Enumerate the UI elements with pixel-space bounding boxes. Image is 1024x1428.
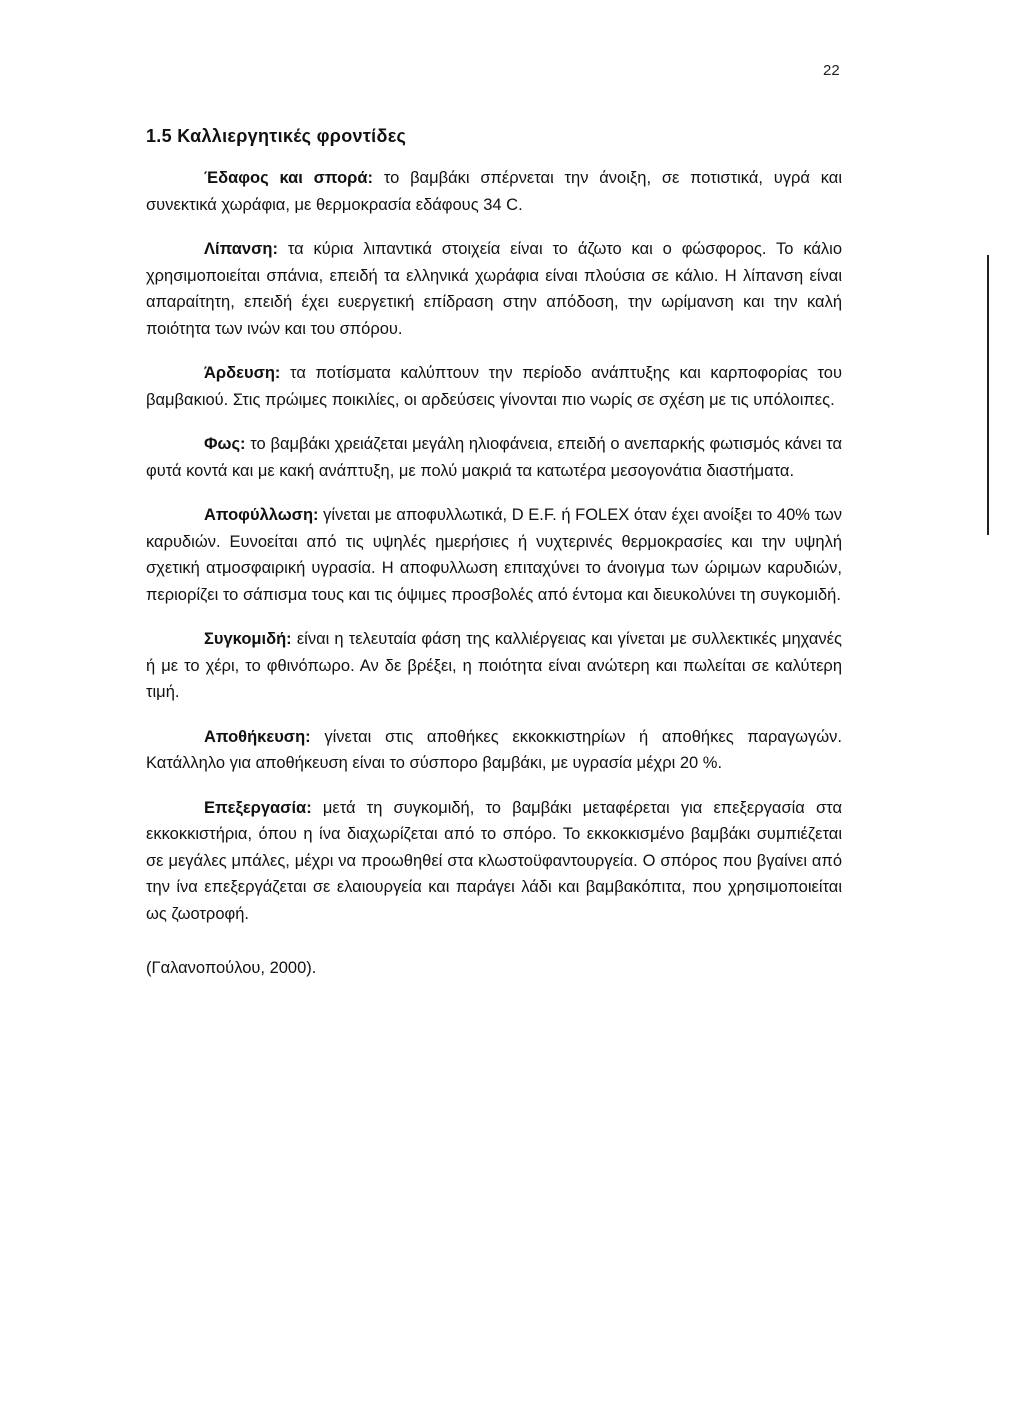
paragraph-fertilization: [146, 236, 842, 342]
term-soil-sowing: Έδαφος και σπορά:: [204, 169, 374, 187]
text-defoliation: γίνεται με αποφυλλωτικά, D E.F. ή FOLEX όταν έχει ανοίξει το 40% των καρυδιών. Ευνοείται από τις υψηλές ημερήσιες ή νυχτερινές θερμοκρασίες και την υψηλή σχετική ατμοσφαιρική υγρασία. Η αποφυλλωση επιταχύνει το άνοιγμα των ώριμων καρυδιών, περιορίζει το σάπισμα τους και τις όψιμες προσβολές από έντομα και διευκολύνει τη συγκομιδή.: [146, 506, 842, 604]
term-fertilization: Λίπανση:: [204, 240, 278, 258]
paragraph-soil-sowing: [146, 165, 842, 218]
paragraph-storage: [146, 724, 842, 777]
paragraph-light: [146, 431, 842, 484]
citation: (Γαλανοπούλου, 2000).: [146, 959, 317, 977]
margin-line: [987, 255, 989, 535]
term-defoliation: Αποφύλλωση:: [204, 506, 319, 524]
term-processing: Επεξεργασία:: [204, 798, 312, 817]
text-soil-sowing: το βαμβάκι σπέρνεται την άνοιξη, σε ποτιστικά, υγρά και συνεκτικά χωράφια, με θερμοκρασία εδάφους 34 C.: [146, 169, 842, 214]
text-storage: γίνεται στις αποθήκες εκκοκκιστηρίων ή αποθήκες παραγωγών. Κατάλληλο για αποθήκευση είναι το σύσπορο βαμβάκι, με υγρασία μέχρι 20 %.: [146, 727, 842, 772]
page-number: 22: [823, 62, 840, 79]
text-processing: μετά τη συγκομιδή, το βαμβάκι μεταφέρεται για επεξεργασία στα εκκοκκιστήρια, όπου η ίνα διαχωρίζεται από το σπόρο. Το εκκοκκισμένο βαμβάκι συμπιέζεται σε μεγάλες μπάλες, μέχρι να προωθηθεί στα κλωστοϋφαντουργεία. Ο σπόρος που βγαίνει από την ίνα επεξεργάζεται σε ελαιουργεία και παράγει λάδι και βαμβακόπιτα, που χρησιμοποιείται ως ζωοτροφή.: [146, 798, 842, 923]
paragraph-processing: [146, 795, 842, 928]
term-harvest: Συγκομιδή:: [204, 630, 292, 648]
text-irrigation: τα ποτίσματα καλύπτουν την περίοδο ανάπτυξης και καρποφορίας του βαμβακιού. Στις πρώιμες ποικιλίες, οι αρδεύσεις γίνονται πιο νωρίς σε σχέση με τις υπόλοιπες.: [146, 364, 842, 409]
section-heading: 1.5 Καλλιεργητικές φροντίδες: [146, 126, 407, 146]
term-storage: Αποθήκευση:: [204, 727, 311, 746]
paragraph-harvest: [146, 626, 842, 706]
term-irrigation: Άρδευση:: [204, 364, 281, 382]
term-light: Φως:: [204, 435, 246, 453]
text-harvest: είναι η τελευταία φάση της καλλιέργειας και γίνεται με συλλεκτικές μηχανές ή με το χέρι, το φθινόπωρο. Αν δε βρέξει, η ποιότητα είναι ανώτερη και πωλείται σε καλύτερη τιμή.: [146, 630, 842, 701]
paragraph-irrigation: [146, 360, 842, 413]
text-fertilization: τα κύρια λιπαντικά στοιχεία είναι το άζωτο και ο φώσφορος. Το κάλιο χρησιμοποιείται σπάνια, επειδή τα ελληνικά χωράφια είναι πλούσια σε κάλιο. Η λίπανση είναι απαραίτητη, επειδή έχει ευεργετική επίδραση στην απόδοση, την ωρίμανση και την καλή ποιότητα των ινών και του σπόρου.: [146, 240, 842, 338]
paragraph-defoliation: [146, 502, 842, 608]
text-light: το βαμβάκι χρειάζεται μεγάλη ηλιοφάνεια, επειδή ο ανεπαρκής φωτισμός κάνει τα φυτά κοντά και με κακή ανάπτυξη, με πολύ μακριά τα κατωτέρα μεσογονάτια διαστήματα.: [146, 435, 842, 480]
document-body: [146, 165, 842, 1000]
